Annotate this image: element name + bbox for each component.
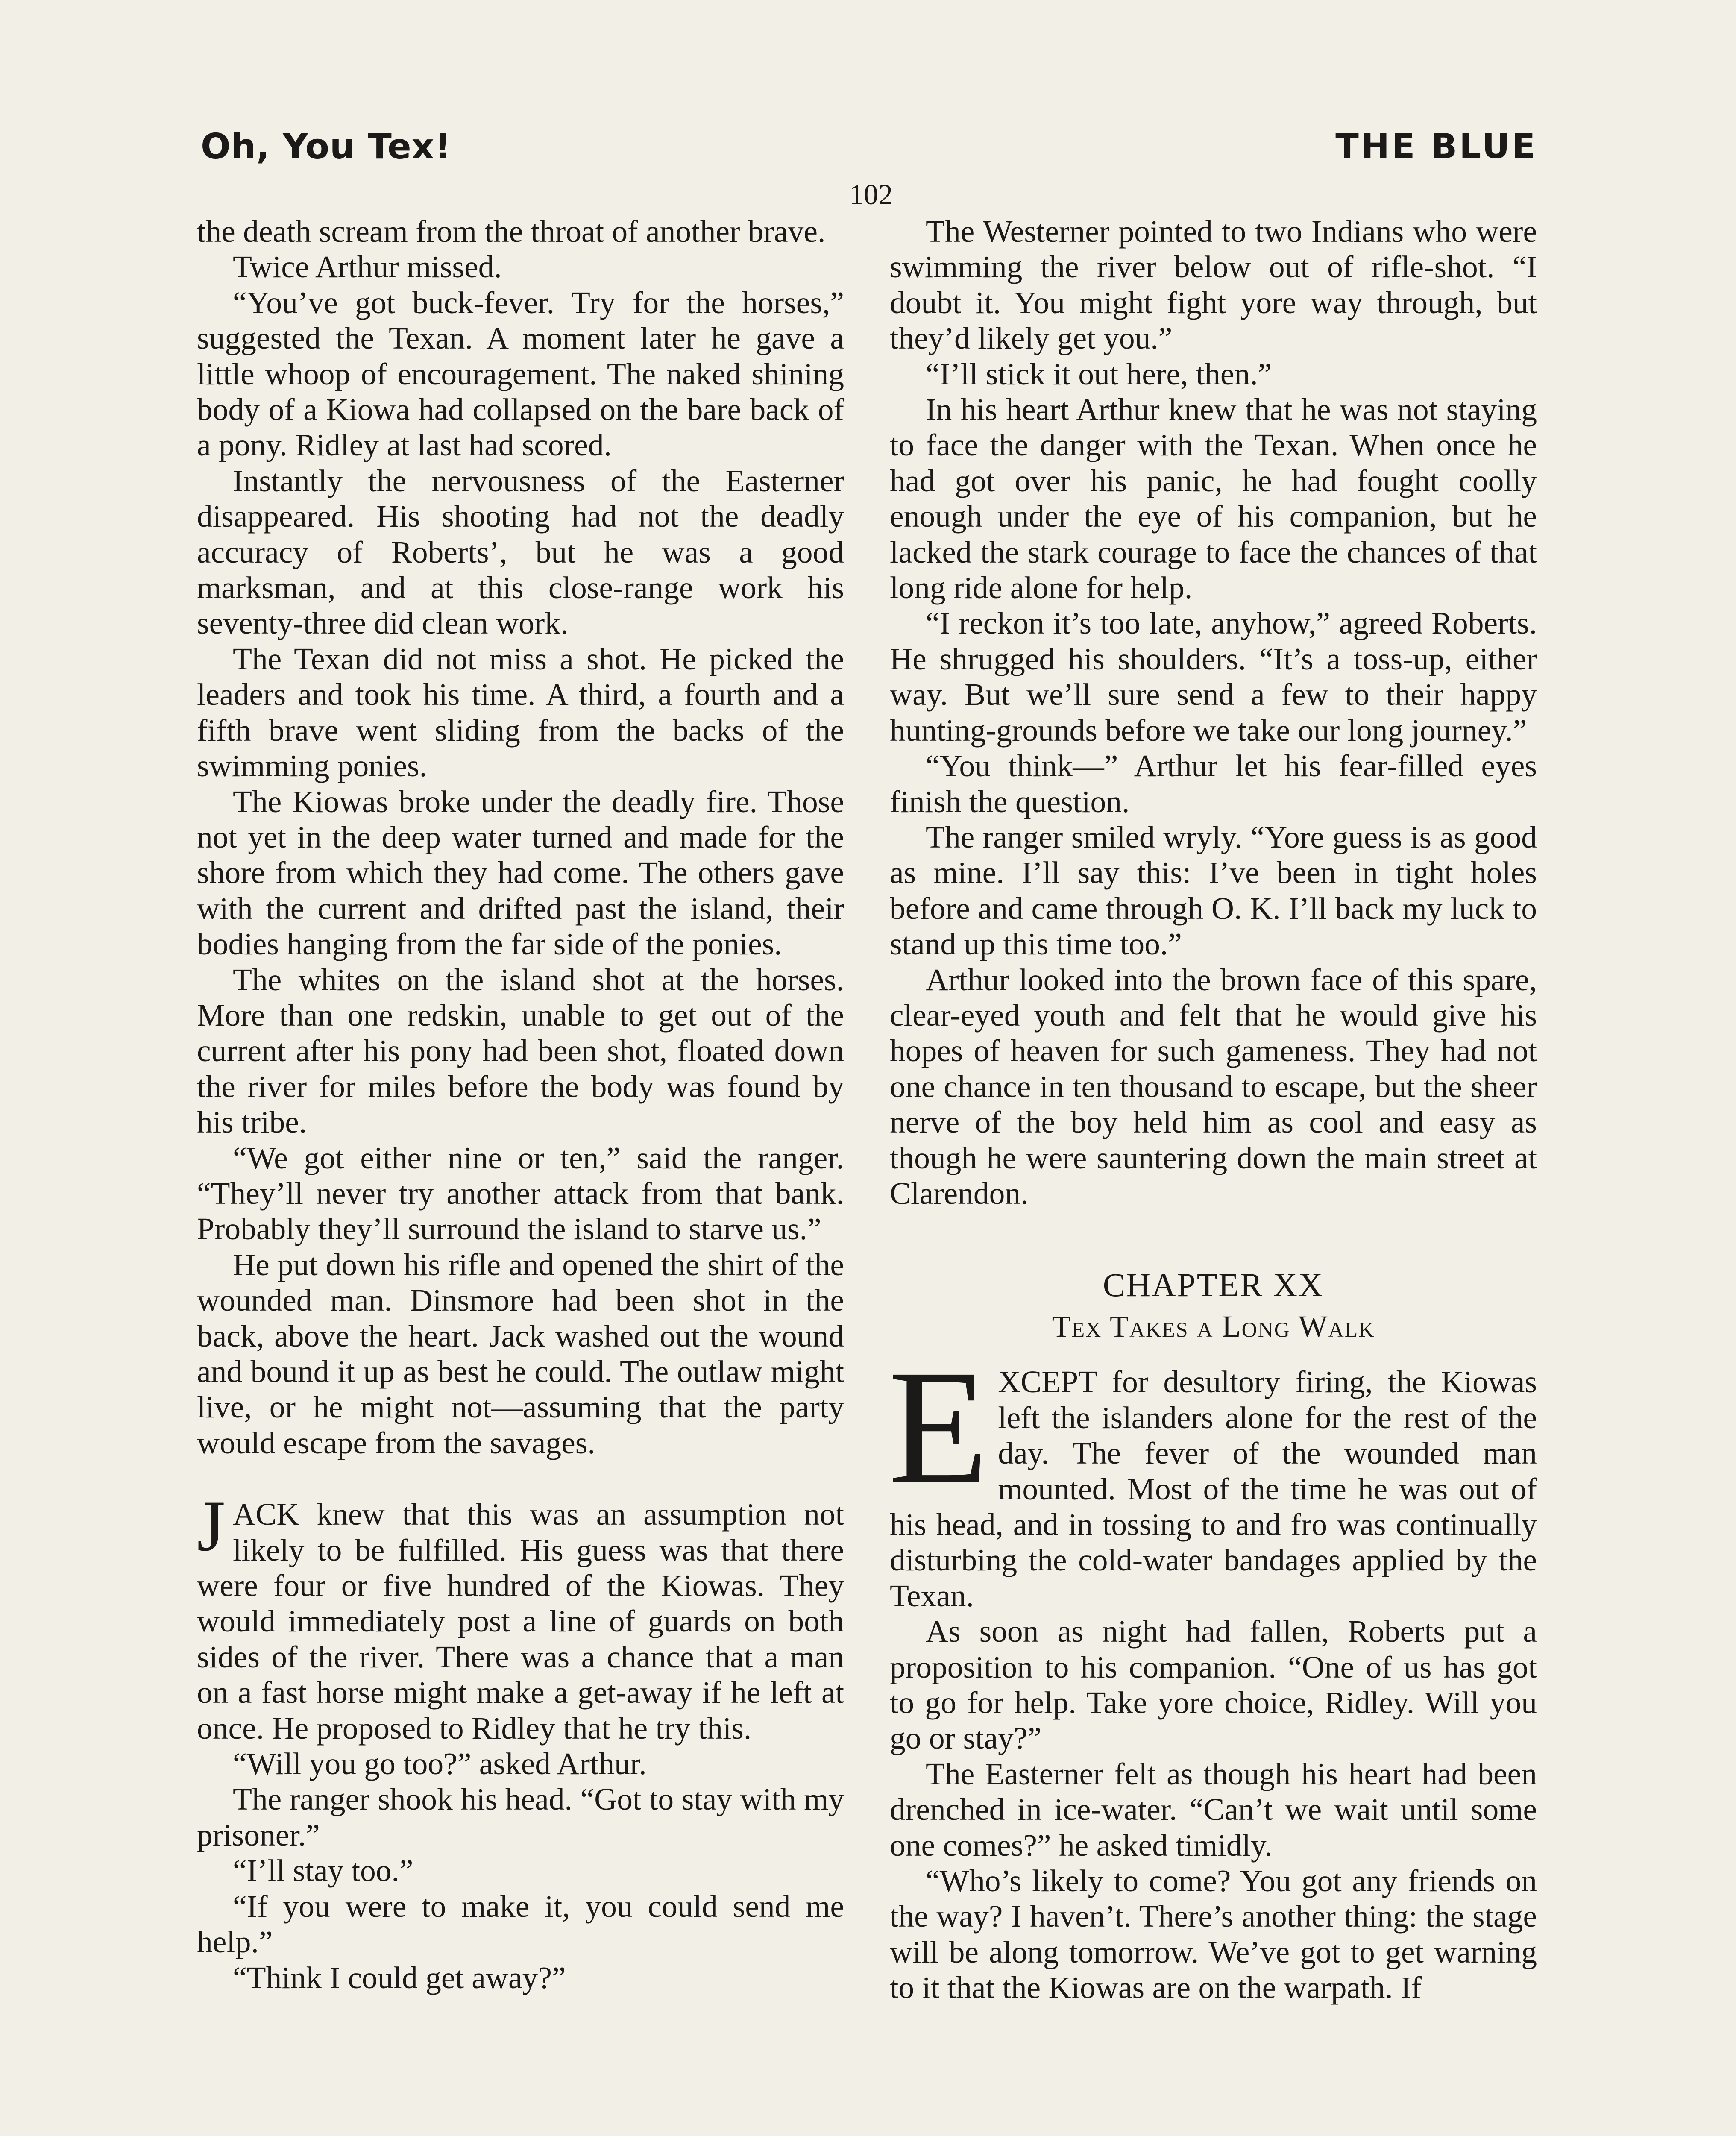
small-caps-lead: ACK — [233, 1497, 299, 1532]
paragraph: “You’ve got buck-fever. Try for the horses,” suggested the Texan. A moment later he gave a little whoop of encouragement. The naked shining body of a Kiowa had collapsed on the bare back of a pony. Ridley at last had scored. — [197, 285, 844, 463]
running-title-left: Oh, You Tex! — [201, 126, 451, 167]
paragraph: the death scream from the throat of another brave. — [197, 214, 826, 249]
paragraph: Arthur looked into the brown face of this spare, clear-eyed youth and felt that he would give his hopes of heaven for such gameness. They had not one chance in ten thousand to escape, but the sheer nerve of the boy held him as cool and easy as though he were sauntering down the main street at Clarendon. — [890, 962, 1537, 1211]
small-caps-lead: XCEPT — [998, 1364, 1097, 1400]
paragraph: “I reckon it’s too late, anyhow,” agreed Roberts. He shrugged his shoulders. “It’s a toss-up, either way. But we’ll sure send a few to their happy hunting-grounds before we take our long journey.” — [890, 606, 1537, 748]
paragraph: “If you were to make it, you could send me help.” — [197, 1889, 844, 1960]
section-opening-paragraph — [197, 1486, 844, 1746]
paragraph: “I’ll stay too.” — [233, 1853, 413, 1888]
paragraph: The Texan did not miss a shot. He picked the leaders and took his time. A third, a fourth and a fifth brave went sliding from the backs of the swimming ponies. — [197, 641, 844, 783]
page-number: 102 — [849, 178, 893, 211]
paragraph: The Easterner felt as though his heart had been drenched in ice-water. “Can’t we wait until some one comes?” he asked timidly. — [890, 1756, 1537, 1863]
paragraph: Twice Arthur missed. — [233, 249, 502, 285]
drop-cap: J — [197, 1486, 226, 1567]
chapter-opening-paragraph — [888, 1336, 1537, 1614]
paragraph: The whites on the island shot at the horses. More than one redskin, unable to get out of the current after his pony had been shot, floated down the river for miles before the body was found by his tribe. — [197, 962, 844, 1140]
paragraph: He put down his rifle and opened the shirt of the wounded man. Dinsmore had been shot in the back, above the heart. Jack washed out the wound and bound it up as best he could. The outlaw might live, or he might not—assuming that the party would escape from the savages. — [197, 1247, 844, 1460]
paragraph: The Kiowas broke under the deadly fire. Those not yet in the deep water turned and made for the shore from which they had come. The others gave with the current and drifted past the island, their bodies hanging from the far side of the ponies. — [197, 784, 844, 962]
paragraph: The ranger shook his head. “Got to stay with my prisoner.” — [197, 1782, 844, 1852]
paragraph-text: for desultory firing, the Kiowas left the islanders alone for the rest of the day. The fever of the wounded man mounted. Most of the time he was out of his head, and in tossing to and fro was continually disturbing the cold-water bandages applied by the Texan. — [890, 1364, 1537, 1613]
paragraph: In his heart Arthur knew that he was not staying to face the danger with the Texan. When once he had got over his panic, he had fought coolly enough under the eye of his companion, but he lacked the stark courage to face the chances of that long ride alone for help. — [890, 392, 1537, 605]
paragraph: “You think—” Arthur let his fear-filled eyes finish the question. — [890, 748, 1537, 819]
section-break — [197, 1461, 844, 1496]
paragraph: “Will you go too?” asked Arthur. — [233, 1746, 647, 1781]
paragraph-text: knew that this was an assumption not likely to be fulfilled. His guess was that there were four or five hundred of the Kiowas. They would immediately post a line of guards on both sides of the river. There was a chance that a man on a fast horse might make a get-away if he left at once. He proposed to Ridley that he try this. — [197, 1497, 844, 1746]
right-column — [890, 214, 1537, 2006]
paragraph: “I’ll stick it out here, then.” — [926, 356, 1272, 391]
paragraph: “We got either nine or ten,” said the ranger. “They’ll never try another attack from that bank. Probably they’ll surround the island to starve us.” — [197, 1140, 844, 1247]
paragraph: “Think I could get away?” — [233, 1960, 566, 1995]
drop-cap: E — [888, 1336, 989, 1519]
paragraph: The Westerner pointed to two Indians who were swimming the river below out of rifle-shot. “I doubt it. You might fight yore way through, but they’d likely get you.” — [890, 214, 1537, 356]
paragraph: “Who’s likely to come? You got any friends on the way? I haven’t. There’s another thing: the stage will be along tomorrow. We’ve got to get warning to it that the Kiowas are on the warpath. If — [890, 1863, 1537, 2005]
paragraph: Instantly the nervousness of the Easterner disappeared. His shooting had not the deadly accuracy of Roberts’, but he was a good marksman, and at this close-range work his seventy-three did clean work. — [197, 463, 844, 641]
running-title-right: THE BLUE — [1335, 126, 1537, 166]
chapter-title: Tex Takes a Long Walk — [1052, 1309, 1375, 1344]
chapter-heading: CHAPTER XX — [1103, 1266, 1324, 1304]
paragraph: As soon as night had fallen, Roberts put a proposition to his companion. “One of us has got to go for help. Take yore choice, Ridley. Will you go or stay?” — [890, 1614, 1537, 1756]
left-column — [197, 214, 844, 1995]
paragraph: The ranger smiled wryly. “Yore guess is as good as mine. I’ll say this: I’ve been in tight holes before and came through O. K. I’ll back my luck to stand up this time too.” — [890, 819, 1537, 962]
